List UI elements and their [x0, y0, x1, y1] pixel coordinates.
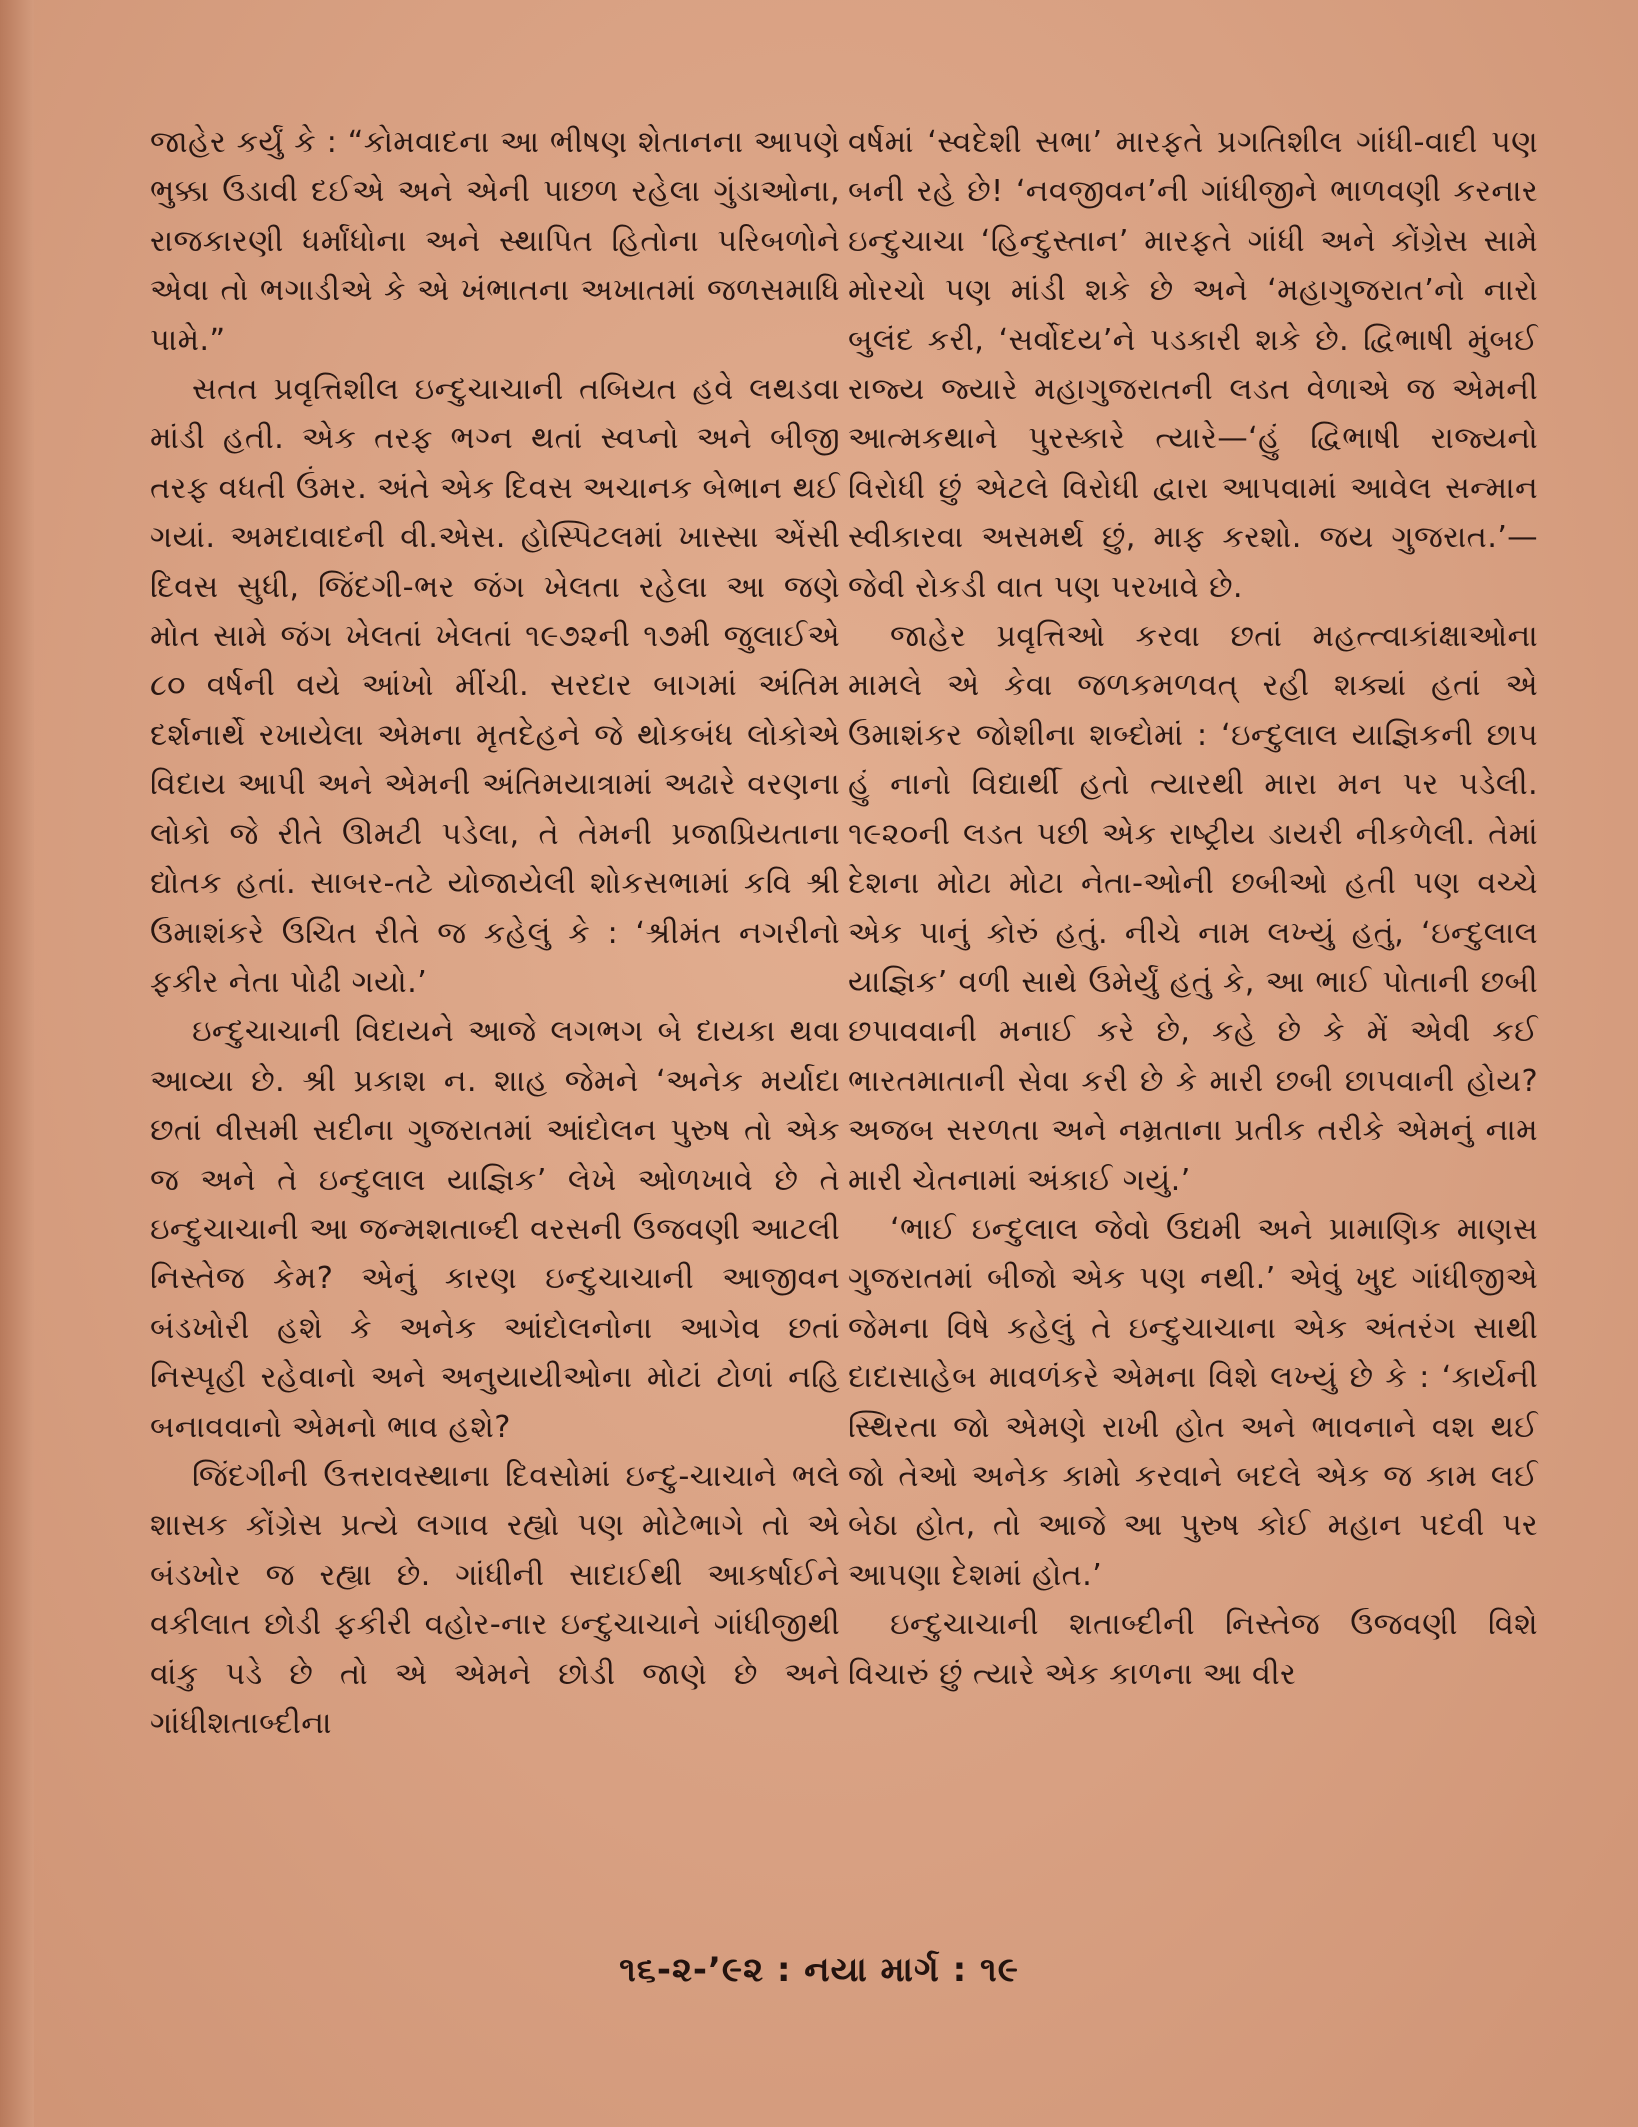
paragraph-6: જાહેર પ્રવૃત્તિઓ કરવા છતાં મહત્ત્વાકાંક્ષાઓના મામલે એ કેવા જળકમળવત્ રહી શક્યાં હતાં એ ઉમાશંકર જોશીના શબ્દોમાં : ‘ઇન્દુલાલ યાજ્ઞિકની છાપ હું નાનો વિદ્યાર્થી હતો ત્યારથી મારા મન પર પડેલી. ૧૯૨૦ની લડત પછી એક રાષ્ટ્રીય ડાયરી નીકળેલી. તેમાં દેશના મોટા મોટા નેતા-ઓની છબીઓ હતી પણ વચ્ચે એક પાનું કોરું હતું. નીચે નામ લખ્યું હતું, ‘ઇન્દુલાલ યાજ્ઞિક’ વળી સાથે ઉમેર્યું હતું કે, આ ભાઈ પોતાની છબી છપાવવાની મનાઈ કરે છે, કહે છે કે મેં એવી કઈ ભારતમાતાની સેવા કરી છે કે મારી છબી છાપવાની હોય? અજબ સરળતા અને નમ્રતાના પ્રતીક તરીકે એમનું નામ મારી ચેતનામાં અંકાઈ ગયું.’ — [848, 619, 1538, 1198]
paragraph-1: જાહેર કર્યું કે : “કોમવાદના આ ભીષણ શેતાનના આપણે ભુક્કા ઉડાવી દઈએ અને એની પાછળ રહેલા ગુંડાઓના, રાજકારણી ધર્માંધોના અને સ્થાપિત હિતોના પરિબળોને એવા તો ભગાડીએ કે એ ખંભાતના અખાતમાં જળસમાધિ પામે.” — [150, 125, 840, 358]
paragraph-7: ‘ભાઈ ઇન્દુલાલ જેવો ઉદ્યમી અને પ્રામાણિક માણસ ગુજરાતમાં બીજો એક પણ નથી.’ એવું ખુદ ગાંધીજીએ જેમના વિષે કહેલું તે ઇન્દુચાચાના એક અંતરંગ સાથી દાદાસાહેબ માવળંકરે એમના વિશે લખ્યું છે કે : ‘કાર્યની સ્થિરતા જો એમણે રાખી હોત અને ભાવનાને વશ થઈ જો તેઓ અનેક કામો કરવાને બદલે એક જ કામ લઈ બેઠા હોત, તો આજે આ પુરુષ કોઈ મહાન પદવી પર આપણા દેશમાં હોત.’ — [848, 1211, 1538, 1593]
paragraph-5: વર્ષમાં ‘સ્વદેશી સભા’ મારફતે પ્રગતિશીલ ગાંધી-વાદી પણ બની રહે છે! ‘નવજીવન’ની ગાંધીજીને ભાળવણી કરનાર ઇન્દુચાચા ‘હિન્દુસ્તાન’ મારફતે ગાંધી અને કોંગ્રેસ સામે મોરચો પણ માંડી શકે છે અને ‘મહાગુજરાત’નો નારો બુલંદ કરી, ‘સર્વોદય’ને પડકારી શકે છે. દ્વિભાષી મુંબઈ રાજ્ય જ્યારે મહાગુજરાતની લડત વેળાએ જ એમની આત્મકથાને પુરસ્કારે ત્યારે—‘હું દ્વિભાષી રાજ્યનો વિરોધી છું એટલે વિરોધી દ્વારા આપવામાં આવેલ સન્માન સ્વીકારવા અસમર્થ છું, માફ કરશો. જય ગુજરાત.’—જેવી રોકડી વાત પણ પરખાવે છે. — [848, 125, 1538, 605]
page-footer: ૧૬-૨-’૯૨ : નયા માર્ગ : ૧૯ — [619, 1950, 1019, 1990]
left-column — [150, 118, 840, 1748]
paragraph-4: જિંદગીની ઉત્તરાવસ્થાના દિવસોમાં ઇન્દુ-ચાચાને ભલે શાસક કોંગ્રેસ પ્રત્યે લગાવ રહ્યો પણ મોટેભાગે તો એ બંડખોર જ રહ્યા છે. ગાંધીની સાદાઈથી આકર્ષાઈને વકીલાત છોડી ફકીરી વહોર-નાર ઇન્દુચાચાને ગાંધીજીથી વાંકુ પડે છે તો એ એમને છોડી જાણે છે અને ગાંધીશતાબ્દીના — [150, 1458, 840, 1741]
paragraph-3: ઇન્દુચાચાની વિદાયને આજે લગભગ બે દાયકા થવા આવ્યા છે. શ્રી પ્રકાશ ન. શાહ જેમને ‘અનેક મર્યાદા છતાં વીસમી સદીના ગુજરાતમાં આંદોલન પુરુષ તો એક જ અને તે ઇન્દુલાલ યાજ્ઞિક’ લેખે ઓળખાવે છે તે ઇન્દુચાચાની આ જન્મશતાબ્દી વરસની ઉજવણી આટલી નિસ્તેજ કેમ? એનું કારણ ઇન્દુચાચાની આજીવન બંડખોરી હશે કે અનેક આંદોલનોના આગેવ છતાં નિસ્પૃહી રહેવાનો અને અનુયાયીઓના મોટાં ટોળાં નહિ બનાવવાનો એમનો ભાવ હશે? — [150, 1014, 840, 1445]
page-binding-edge — [0, 0, 34, 2127]
paragraph-8: ઇન્દુચાચાની શતાબ્દીની નિસ્તેજ ઉજવણી વિશે વિચારું છું ત્યારે એક કાળના આ વીર — [848, 1607, 1538, 1692]
right-column — [848, 118, 1538, 1699]
paragraph-2: સતત પ્રવૃત્તિશીલ ઇન્દુચાચાની તબિયત હવે લથડવા માંડી હતી. એક તરફ ભગ્ન થતાં સ્વપ્નો અને બીજી તરફ વધતી ઉંમર. અંતે એક દિવસ અચાનક બેભાન થઈ ગયાં. અમદાવાદની વી.એસ. હોસ્પિટલમાં ખાસ્સા એંસી દિવસ સુધી, જિંદગી-ભર જંગ ખેલતા રહેલા આ જણે મોત સામે જંગ ખેલતાં ખેલતાં ૧૯૭૨ની ૧૭મી જુલાઈએ ૮૦ વર્ષની વયે આંખો મીંચી. સરદાર બાગમાં અંતિમ દર્શનાર્થે રખાયેલા એમના મૃતદેહને જે થોકબંધ લોકોએ વિદાય આપી અને એમની અંતિમયાત્રામાં અઢારે વરણના લોકો જે રીતે ઊમટી પડેલા, તે તેમની પ્રજાપ્રિયતાના દ્યોતક હતાં. સાબર-તટે યોજાયેલી શોકસભામાં કવિ શ્રી ઉમાશંકરે ઉચિત રીતે જ કહેલું કે : ‘શ્રીમંત નગરીનો ફકીર નેતા પોઢી ગયો.’ — [150, 372, 840, 1000]
